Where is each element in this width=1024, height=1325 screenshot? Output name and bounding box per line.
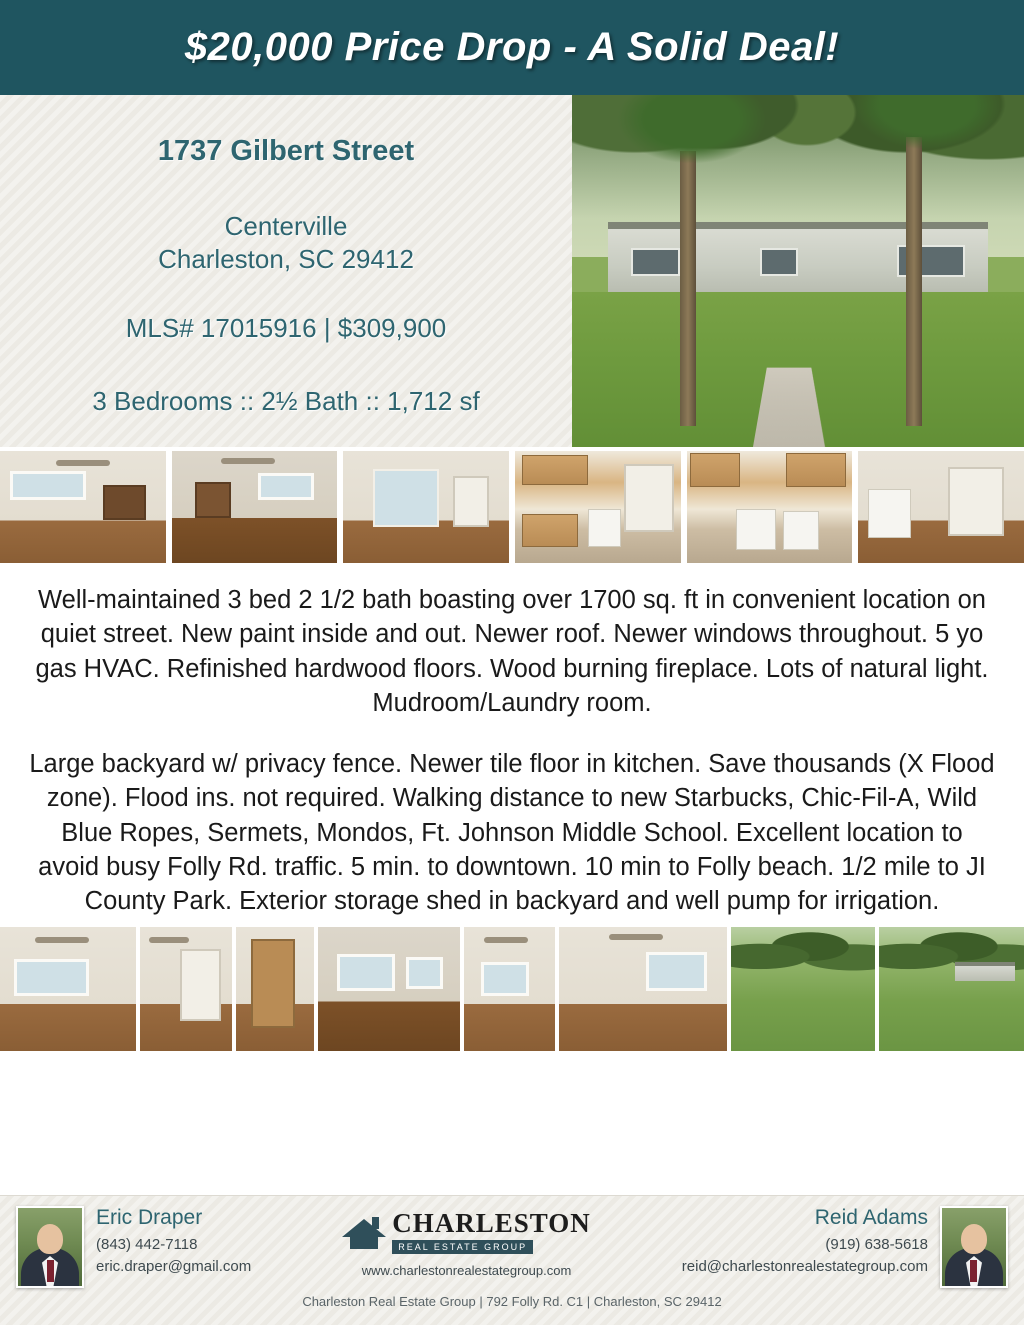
price-drop-banner [0, 0, 1024, 95]
refrigerator-appliance [868, 489, 911, 538]
brand-name: CHARLESTON [392, 1208, 591, 1238]
agent-phone[interactable]: (919) 638-5618 [825, 1236, 928, 1253]
ceiling-fan-icon [56, 460, 110, 466]
listing-details [0, 95, 572, 447]
avatar-tie [47, 1260, 54, 1282]
front-exterior-photo [572, 95, 1024, 447]
property-beds-baths-sqft: 3 Bedrooms :: 2½ Bath :: 1,712 sf [92, 386, 480, 416]
ceiling-fan-icon [609, 934, 663, 940]
fireplace [103, 485, 146, 521]
wood-door [251, 939, 295, 1028]
lower-cabinets [522, 514, 578, 548]
doorway-photo[interactable] [236, 927, 314, 1051]
backyard-photo[interactable] [731, 927, 876, 1051]
fireplace [195, 482, 231, 518]
rear-house-facade [955, 962, 1016, 982]
house-facade [608, 222, 988, 292]
bedroom-fan-photo[interactable] [464, 927, 554, 1051]
living-room-fireplace-photo[interactable] [0, 451, 166, 563]
house-window [631, 248, 680, 277]
upper-cabinets [690, 453, 740, 487]
house-window [760, 248, 798, 277]
agent-card-right [682, 1206, 1008, 1288]
ceiling-fan-icon [484, 937, 528, 943]
property-description [0, 567, 1024, 925]
property-city-state-zip: Charleston, SC 29412 [158, 243, 414, 274]
palm-trunk [906, 137, 922, 426]
agent-email[interactable]: eric.draper@gmail.com [96, 1257, 252, 1275]
window [646, 952, 707, 992]
range-appliance [736, 509, 776, 549]
avatar-head [961, 1224, 987, 1254]
avatar-head [37, 1224, 63, 1254]
window [10, 471, 86, 500]
brand-tagline: REAL ESTATE GROUP [392, 1240, 533, 1254]
upper-cabinets [522, 455, 588, 484]
brand-block [317, 1206, 617, 1278]
interior-photo-strip-bottom [0, 925, 1024, 1053]
kitchen-range-photo[interactable] [687, 451, 853, 563]
living-room-hardwood-photo[interactable] [172, 451, 338, 563]
listing-hero [0, 95, 1024, 447]
ceiling-fan-icon [35, 937, 89, 943]
bedroom-carpet-photo[interactable] [318, 927, 461, 1051]
bedroom-closet-photo[interactable] [140, 927, 232, 1051]
bedroom-bright-photo[interactable] [559, 927, 727, 1051]
tree-line [731, 927, 876, 977]
ceiling-fan-icon [149, 937, 189, 943]
avatar-tie [970, 1260, 977, 1282]
interior-door [624, 464, 674, 531]
property-address: 1737 Gilbert Street [157, 135, 415, 167]
laundry-room-photo[interactable] [858, 451, 1024, 563]
interior-door [453, 476, 489, 528]
brand-logo [317, 1210, 617, 1255]
bedroom-window-photo[interactable] [0, 927, 136, 1051]
description-paragraph-1: Well-maintained 3 bed 2 1/2 bath boasting over 1700 sq. ft in convenient location on quiet street. New paint inside and out. Newer roof. Newer windows throughout. 5 yo gas HVAC. Refinished hardwood floors. Wood burning fireplace. Lots of natural light. Mudroom/Laundry room. [35, 586, 989, 718]
upper-cabinets [786, 453, 846, 487]
range-appliance [588, 509, 621, 547]
agent-name: Reid Adams [814, 1206, 928, 1229]
kitchen-cabinets-photo[interactable] [515, 451, 681, 563]
window [481, 962, 530, 997]
ceiling-fan-icon [221, 458, 275, 464]
window [406, 957, 443, 989]
property-neighborhood: Centerville [224, 211, 348, 241]
window [258, 473, 314, 500]
avatar [940, 1206, 1008, 1288]
agent-footer [0, 1195, 1024, 1325]
agent-name: Eric Draper [96, 1206, 203, 1229]
window [337, 954, 394, 991]
backyard-rear-exterior-photo[interactable] [879, 927, 1024, 1051]
agent-card-left [16, 1206, 251, 1288]
house-roof-icon [342, 1215, 386, 1251]
description-paragraph-2: Large backyard w/ privacy fence. Newer tile floor in kitchen. Save thousands (X Flood zone). Flood ins. not required. Walking distance to new Starbucks, Chic-Fil-A, Wild Blue Ropes, Sermets, Mondos, Ft. Johnson Middle School. Excellent location to avoid busy Folly Rd. traffic. 5 min. to downtown. 10 min to Folly beach. 1/2 mile to JI County Park. Exterior storage shed in backyard and well pump for irrigation. [29, 749, 995, 916]
hallway-entry-photo[interactable] [343, 451, 509, 563]
avatar [16, 1206, 84, 1288]
agent-phone[interactable]: (843) 442-7118 [96, 1236, 198, 1253]
footer-legal-text: Charleston Real Estate Group | 792 Folly Rd. C1 | Charleston, SC 29412 [302, 1294, 722, 1309]
closet-door [180, 949, 221, 1021]
agent-email[interactable]: reid@charlestonrealestategroup.com [681, 1257, 928, 1275]
dishwasher-appliance [783, 511, 819, 549]
property-location [20, 210, 552, 275]
banner-title: $20,000 Price Drop - A Solid Deal! [184, 25, 840, 69]
window [14, 959, 90, 996]
palm-trunk [680, 151, 696, 426]
brand-website[interactable]: www.charlestonrealestategroup.com [361, 1263, 572, 1278]
interior-photo-strip-top [0, 447, 1024, 567]
property-mls-price: MLS# 17015916 | $309,900 [125, 313, 447, 343]
doorway [373, 469, 439, 527]
interior-door [948, 467, 1004, 536]
